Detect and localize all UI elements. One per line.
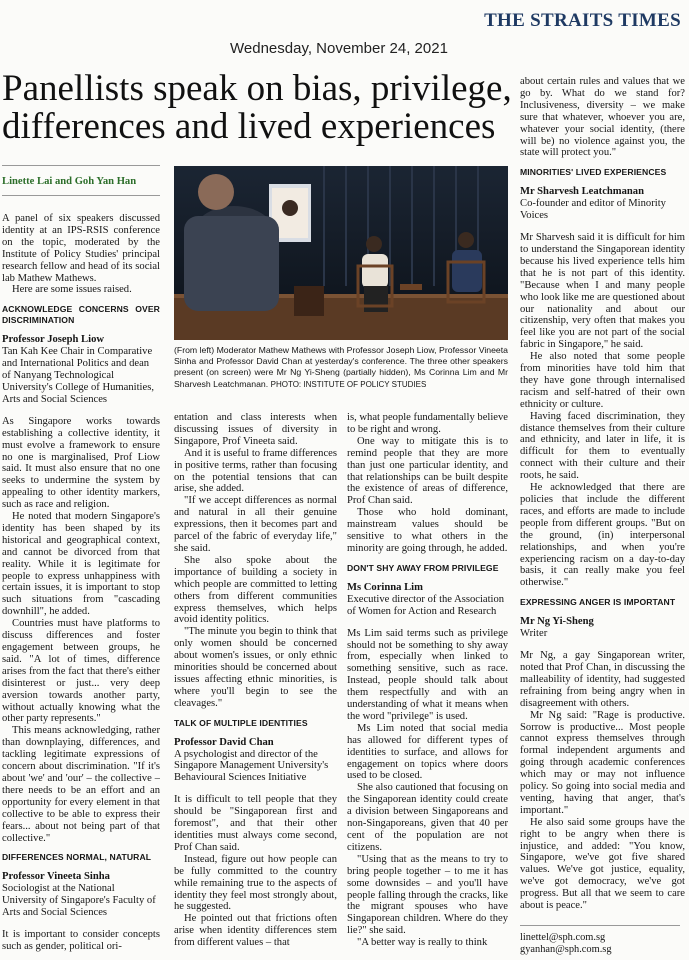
section-heading: EXPRESSING ANGER IS IMPORTANT	[520, 597, 676, 608]
email-link[interactable]: linettel@sph.com.sg	[520, 932, 606, 943]
section-heading: ACKNOWLEDGE CONCERNS OVER DISCRIMINATION	[2, 304, 160, 326]
body-paragraph: "Using that as the means to try to bring people together – to me it has some downsides – and you'll have people falling through the cracks, like the migrant spouses who have Singaporean children. Where do they lie?" she said.	[347, 853, 508, 937]
column-3	[347, 412, 508, 960]
speaker-title: Sociologist at the National University of Singapore's Faculty of Arts and Social Sciences	[2, 883, 156, 919]
author-emails	[520, 932, 685, 956]
speaker-title: Executive director of the Association of Women for Action and Research	[347, 593, 505, 617]
email-rule	[520, 925, 680, 926]
section-heading: DON'T SHY AWAY FROM PRIVILEGE	[347, 562, 499, 573]
caption-text: (From left) Moderator Mathew Mathews with Professor Joseph Liow, Professor Vineeta Sinha and Professor David Chan at yesterday's conference. The three other speakers present (on screen) were Mr Ng Yi-Sheng (partially hidden), Ms Corinna Lim and Mr Sharvesh Leatchmanan.	[174, 345, 508, 389]
byline-rule-top	[2, 165, 160, 166]
column-2	[174, 412, 337, 960]
body-paragraph: "The minute you begin to think that only women should be concerned about women's issues, or only ethnic minorities should be concerned about issues affecting ethnic minorities, is where you'll begin to see the cleavages."	[174, 626, 337, 709]
speaker-name: Mr Sharvesh Leatchmanan	[520, 186, 644, 198]
body-paragraph: One way to mitigate this is to remind people that they are more than just one particular identity, and that relationships can be built despite the existence of areas of difference, Prof Chan said.	[347, 435, 508, 507]
body-paragraph: entation and class interests when discussing issues of diversity in Singapore, Prof Vineeta said.	[174, 412, 337, 447]
section-heading: DIFFERENCES NORMAL, NATURAL	[2, 852, 152, 863]
body-paragraph: He acknowledged that there are policies that include the different races, and efforts are made to include people from different groups. "But on the ground, (in) interpersonal relationships, and when you're experiencing racism on a day-to-day basis, it can really make you feel otherwise."	[520, 482, 685, 589]
dateline: Wednesday, November 24, 2021	[230, 40, 448, 57]
intro-paragraph: A panel of six speakers discussed identity at an IPS-RSIS conference on the topic, moderated by the Institute of Policy Studies' principal research fellow and head of its social lab Mathew Mathews.	[2, 213, 160, 284]
body-paragraph: This means acknowledging, rather than downplaying, differences, and tackling legitimate expressions of concern about discrimination. "If it's about 'we' and 'our' – the collective – there needs to be an effort and an opportunity for every element in that collective to be able to express their fears... about not being part of that collective."	[2, 725, 160, 844]
speaker-title: A psychologist and director of the Singapore Management University's Behavioural Sciences Initiative	[174, 748, 329, 784]
body-paragraph: is, what people fundamentally believe to be right and wrong.	[347, 412, 508, 435]
body-paragraph: Those who hold dominant, mainstream values should be sensitive to what others in the minority are going through, he added.	[347, 507, 508, 554]
body-paragraph: It is important to consider concepts such as gender, political ori-	[2, 929, 160, 952]
body-paragraph: Mr Ng said: "Rage is productive. Sorrow is productive... Most people cannot express themselves through formal independent arguments and going through academic conferences which may or may not influence policy. So going into social media and venting, having that anger, that's important."	[520, 709, 685, 816]
body-paragraph: He pointed out that frictions often arise when identity differences stem from different values – that	[174, 913, 337, 949]
body-paragraph: As Singapore works towards establishing a collective identity, it must evolve a framework to ensure no one is marginalised, Prof Liow said. It must also ensure that no one seeks to undermine the system by appealing to other identity markers, such as race and religion.	[2, 415, 160, 511]
column-1	[2, 213, 160, 960]
photo-credit: PHOTO: INSTITUTE OF POLICY STUDIES	[270, 379, 427, 389]
speaker-name: Ms Corinna Lim	[347, 581, 423, 593]
speaker-title: Writer	[520, 628, 548, 640]
conference-photo	[174, 166, 508, 340]
section-heading: TALK OF MULTIPLE IDENTITIES	[174, 717, 308, 728]
column-4	[520, 76, 685, 940]
speaker-name: Mr Ng Yi-Sheng	[520, 616, 594, 628]
body-paragraph: He also noted that some people from minorities have told him that they have gone through internalised racism and self-hatred of their own ethnicity or culture.	[520, 351, 685, 410]
body-paragraph: He noted that modern Singapore's identity has been shaped by its historical and geographical context, and cannot be divorced from that reality. While it is legitimate for people to express unhappiness with certain issues, it is important to stop such situations from "cascading downhill", he added.	[2, 511, 160, 618]
intro-paragraph: Here are some issues raised.	[12, 284, 132, 296]
photo-caption	[174, 345, 508, 390]
speaker-title: Co-founder and editor of Minority Voices	[520, 198, 666, 222]
body-paragraph: Instead, figure out how people can be fully committed to the country while remaining true to the aspects of identity they feel most strongly about, he suggested.	[174, 853, 337, 913]
body-paragraph: He also said some groups have the right to be angry when there is injustice, and added: "You know, Singapore, we've got five shared values. We've got justice, equality, we've got democracy, we've got progress. But all that we seem to care about is peace."	[520, 816, 685, 912]
speaker-name: Professor Vineeta Sinha	[2, 871, 110, 883]
body-paragraph: "If we accept differences as normal and natural in all their genuine expressions, then it becomes part and parcel of the fabric of everyday life," she said.	[174, 495, 337, 554]
section-heading: MINORITIES' LIVED EXPERIENCES	[520, 167, 667, 178]
body-paragraph: She also spoke about the importance of building a society in which people are committed to letting others from different communities express themselves, which helps avoid identity politics.	[174, 554, 337, 626]
email-link[interactable]: gyanhan@sph.com.sg	[520, 944, 612, 955]
body-paragraph: Mr Sharvesh said it is difficult for him to understand the Singaporean identity because his lived experience tells him that he is not part of this identity. "Because when I and many people who look like me are questioned about our nationality and about our citizenship, very often that makes you feel like you are not part of the social fabric in Singapore," he said.	[520, 232, 685, 351]
body-paragraph: And it is useful to frame differences in positive terms, rather than focusing on the potential tensions that can arise, she added.	[174, 447, 337, 495]
body-paragraph: about certain rules and values that we go by. What do we stand for? Inclusiveness, diversity – we make sure that whatever, whoever you are, whatever your social identity, (there will be) no violence against you, the state will protect you."	[520, 76, 685, 159]
body-paragraph: She also cautioned that focusing on the Singaporean identity could create a division between Singaporeans and non-Singaporeans, given that 40 per cent of the population are not citizens.	[347, 782, 508, 853]
body-paragraph: Ms Lim noted that social media has allowed for different types of identities to surface, and allows for engagement on topics where doors used to be closed.	[347, 722, 508, 782]
body-paragraph: Countries must have platforms to discuss differences and foster engagement between groups, he said. "A lot of times, difference arises from the fact that there's either disinterest or just... very deep aversion towards another party, without actually knowing what the other party represents."	[2, 618, 160, 725]
body-paragraph: It is difficult to tell people that they should be "Singaporean first and foremost", and that their other identities must always come second, Prof Chan said.	[174, 794, 337, 853]
masthead: THE STRAITS TIMES	[484, 10, 681, 31]
body-paragraph: "A better way is really to think	[357, 937, 488, 949]
headline: Panellists speak on bias, privilege, differences and lived experiences	[2, 68, 512, 147]
byline-rule-bottom	[2, 195, 160, 196]
byline: Linette Lai and Goh Yan Han	[2, 176, 137, 187]
speaker-name: Professor David Chan	[174, 736, 274, 748]
speaker-title: Tan Kah Kee Chair in Comparative and International Politics and dean of Nanyang Technological University's College of Humanities, Arts and Social Sciences	[2, 346, 154, 405]
body-paragraph: Mr Ng, a gay Singaporean writer, noted that Prof Chan, in discussing the malleability of identity, had suggested refraining from being angry when in disagreement with others.	[520, 650, 685, 709]
speaker-name: Professor Joseph Liow	[2, 334, 105, 346]
body-paragraph: Ms Lim said terms such as privilege should not be something to shy away from, especially when linked to something sensitive, such as race. Instead, people should talk about them respectfully and with an understanding of what it means when the word "privilege" is used.	[347, 627, 508, 722]
body-paragraph: Having faced discrimination, they distance themselves from their culture and ethnicity, and later in life, it is difficult for them to eventually connect with their culture and their roots, he said.	[520, 410, 685, 482]
